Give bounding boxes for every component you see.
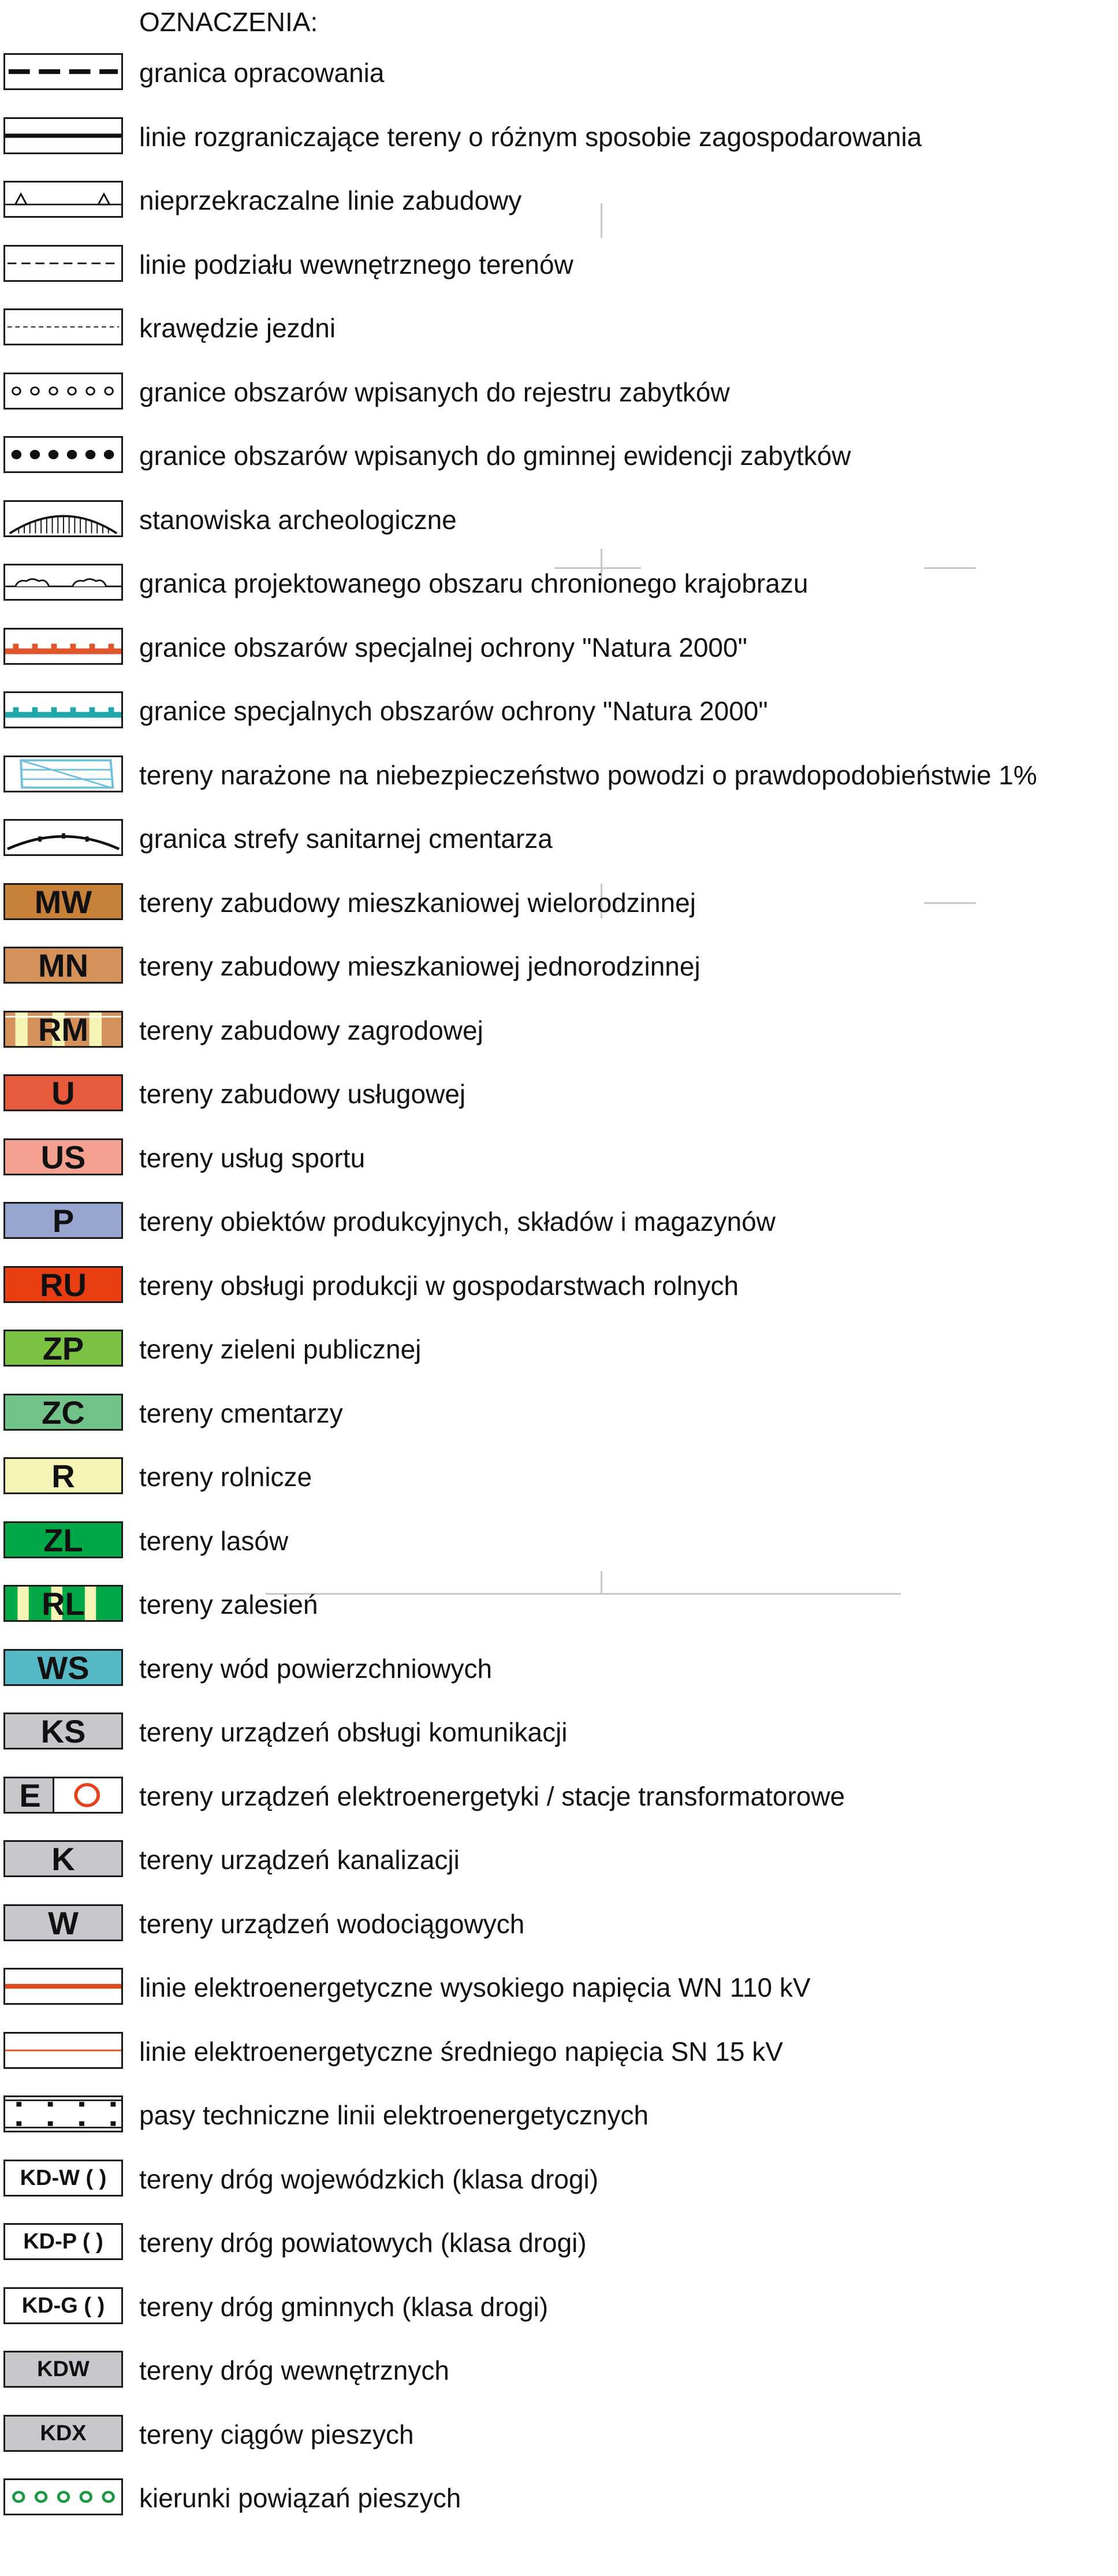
- legend-item: [0, 1892, 1118, 1956]
- legend-item: [0, 679, 1118, 743]
- legend-item: [0, 998, 1118, 1063]
- dot-marker: [67, 450, 77, 459]
- circle-marker: [81, 2492, 91, 2501]
- zone-code: KDW: [37, 2357, 90, 2381]
- legend-item: [0, 2019, 1118, 2084]
- legend-item: [0, 2402, 1118, 2467]
- legend-label: tereny zabudowy zagrodowej: [139, 1015, 483, 1045]
- legend-item: [0, 934, 1118, 999]
- legend-symbol: [3, 1904, 123, 1941]
- band-dot: [111, 2102, 116, 2106]
- zone-code: MW: [34, 883, 92, 920]
- legend-symbol: [3, 691, 123, 728]
- legend-label: tereny urządzeń obsługi komunikacji: [139, 1717, 568, 1747]
- zone-code: US: [40, 1138, 86, 1175]
- legend-symbol: [3, 308, 123, 345]
- legend-symbol: [3, 436, 123, 473]
- legend-symbol: [3, 500, 123, 537]
- band-dot: [111, 2121, 116, 2126]
- legend-title: OZNACZENIA:: [139, 7, 318, 37]
- symbol-svg: [5, 183, 121, 216]
- symbol-svg: [5, 374, 121, 408]
- dot-marker: [104, 450, 114, 459]
- legend-symbol: [3, 947, 123, 984]
- zone-code: R: [51, 1457, 75, 1494]
- legend-symbol: [3, 2095, 123, 2132]
- symbol-svg: [5, 119, 121, 152]
- legend-item: [0, 1827, 1118, 1892]
- legend-symbol: [3, 1266, 123, 1303]
- zone-code: ZP: [42, 1330, 84, 1367]
- legend-item: [0, 870, 1118, 935]
- zone-code: KDX: [40, 2421, 87, 2445]
- natura-tooth: [109, 643, 114, 649]
- legend-label: tereny obsługi produkcji w gospodarstwach rolnych: [139, 1271, 739, 1301]
- symbol-svg: [5, 247, 121, 280]
- legend-label: tereny zieleni publicznej: [139, 1334, 422, 1364]
- legend-symbol: [3, 2415, 123, 2452]
- triangle-marker: [15, 194, 26, 204]
- circle-marker: [50, 388, 58, 395]
- dot-marker: [49, 450, 58, 459]
- legend-item: [0, 360, 1118, 425]
- zone-code: ZL: [43, 1521, 83, 1558]
- symbol-svg: [5, 2034, 121, 2067]
- circle-marker: [105, 388, 113, 395]
- circle-marker: [68, 388, 76, 395]
- dot-marker: [30, 450, 40, 459]
- legend-symbol: [3, 2223, 123, 2260]
- legend-label: tereny zalesień: [139, 1589, 318, 1620]
- legend-item: [0, 1764, 1118, 1829]
- zone-code: KS: [40, 1713, 86, 1749]
- natura-tooth: [70, 643, 76, 649]
- zone-code: ZC: [42, 1394, 85, 1431]
- legend-label: granice obszarów wpisanych do gminnej ewidencji zabytków: [139, 441, 851, 471]
- legend-item: [0, 1572, 1118, 1637]
- legend-symbol: [3, 1713, 123, 1749]
- circle-marker: [87, 388, 95, 395]
- legend-symbol: [3, 1011, 123, 1048]
- symbol-svg: [5, 438, 121, 471]
- legend-label: tereny cmentarzy: [139, 1398, 343, 1428]
- legend-label: linie podziału wewnętrznego terenów: [139, 250, 573, 280]
- circle-marker: [36, 2492, 46, 2501]
- symbol-svg: [5, 630, 121, 663]
- flood-hatch: [21, 760, 110, 787]
- legend-symbol: [3, 181, 123, 218]
- legend-label: kierunki powiązań pieszych: [139, 2483, 461, 2513]
- band-dot: [48, 2102, 53, 2106]
- legend-label: pasy techniczne linii elektroenergetycznych: [139, 2100, 649, 2130]
- legend-item: [0, 1955, 1118, 2020]
- dot-marker: [12, 450, 21, 459]
- legend-label: nieprzekraczalne linie zabudowy: [139, 185, 522, 215]
- legend-symbol: [3, 1138, 123, 1175]
- natura-tooth: [90, 707, 95, 712]
- natura-band: [5, 712, 121, 718]
- zone-code: RL: [42, 1585, 85, 1622]
- legend-item: [0, 1126, 1118, 1190]
- legend-label: tereny dróg powiatowych (klasa drogi): [139, 2228, 587, 2258]
- zone-code: MN: [38, 947, 89, 984]
- legend-label: tereny dróg gminnych (klasa drogi): [139, 2292, 549, 2322]
- legend-symbol: [3, 2287, 123, 2324]
- band-dot: [16, 2102, 21, 2106]
- zone-code: E: [19, 1777, 41, 1814]
- natura-tooth: [32, 643, 38, 649]
- legend-item: [0, 1445, 1118, 1509]
- legend-symbol: [3, 245, 123, 282]
- symbol-svg: [5, 310, 121, 344]
- legend-item: [0, 615, 1118, 680]
- zone-code: RU: [40, 1266, 87, 1303]
- zone-code: KD-G ( ): [21, 2293, 105, 2318]
- legend-label: tereny zabudowy mieszkaniowej wielorodzinnej: [139, 888, 696, 918]
- legend-symbol: [3, 1394, 123, 1431]
- zone-code: K: [51, 1840, 75, 1877]
- legend-symbol: [3, 1074, 123, 1111]
- band-dot: [79, 2102, 84, 2106]
- legend-label: tereny urządzeń kanalizacji: [139, 1845, 460, 1875]
- symbol-svg: [5, 821, 121, 854]
- legend-item: [0, 1253, 1118, 1318]
- natura-tooth: [109, 707, 114, 712]
- legend-symbol: [3, 1840, 123, 1877]
- legend-symbol: [3, 1649, 123, 1686]
- legend-symbol: [3, 1457, 123, 1494]
- natura-band: [5, 649, 121, 654]
- cloud-marker: [15, 579, 49, 587]
- legend-symbol: [3, 1521, 123, 1558]
- legend-item: [0, 551, 1118, 616]
- legend-label: linie elektroenergetyczne średniego napięcia SN 15 kV: [139, 2037, 783, 2067]
- legend-item: [0, 2466, 1118, 2530]
- legend-symbol: [3, 755, 123, 792]
- zone-code: KD-P ( ): [23, 2229, 103, 2254]
- legend-item: [0, 1062, 1118, 1126]
- circle-marker: [14, 2492, 24, 2501]
- legend-item: [0, 168, 1118, 233]
- legend-item: [0, 2210, 1118, 2275]
- natura-tooth: [13, 707, 19, 712]
- legend-label: granica strefy sanitarnej cmentarza: [139, 824, 553, 854]
- legend-label: tereny urządzeń elektroenergetyki / stacje transformatorowe: [139, 1781, 845, 1811]
- legend-symbol: [3, 1202, 123, 1239]
- band-dot: [16, 2121, 21, 2126]
- legend-item: [0, 1317, 1118, 1382]
- legend-symbol: [3, 628, 123, 665]
- legend-label: granice specjalnych obszarów ochrony "Natura 2000": [139, 696, 768, 726]
- legend-label: tereny dróg wojewódzkich (klasa drogi): [139, 2164, 599, 2194]
- legend-item: [0, 232, 1118, 297]
- legend-label: tereny urządzeń wodociągowych: [139, 1909, 525, 1939]
- zone-code: P: [52, 1202, 74, 1239]
- natura-tooth: [90, 643, 95, 649]
- legend-label: linie rozgraniczające tereny o różnym sposobie zagospodarowania: [139, 122, 922, 152]
- legend-label: tereny zabudowy mieszkaniowej jednorodzinnej: [139, 951, 700, 981]
- circle-marker: [103, 2492, 113, 2501]
- symbol-svg: [5, 502, 121, 535]
- legend-symbol: [3, 117, 123, 154]
- legend-symbol: [3, 373, 123, 410]
- legend-label: tereny rolnicze: [139, 1462, 312, 1492]
- natura-tooth: [70, 707, 76, 712]
- legend-item: [0, 2275, 1118, 2339]
- legend-symbol: [3, 1777, 123, 1814]
- legend-label: tereny wód powierzchniowych: [139, 1654, 493, 1684]
- band-dot: [48, 2121, 53, 2126]
- symbol-svg: [5, 2097, 121, 2131]
- legend-item: [0, 1700, 1118, 1765]
- legend-label: granice obszarów wpisanych do rejestru zabytków: [139, 377, 730, 407]
- legend-symbol: [3, 1585, 123, 1622]
- legend-label: granica projektowanego obszaru chronionego krajobrazu: [139, 568, 808, 598]
- circle-marker: [31, 388, 39, 395]
- legend-item: [0, 1509, 1118, 1573]
- natura-tooth: [13, 643, 19, 649]
- legend-label: tereny lasów: [139, 1526, 289, 1556]
- legend-label: tereny narażone na niebezpieczeństwo powodzi o prawdopodobieństwie 1%: [139, 760, 1037, 790]
- symbol-svg: [5, 565, 121, 599]
- symbol-svg: [5, 2480, 121, 2514]
- legend-symbol: [3, 2032, 123, 2069]
- legend-item: [0, 1189, 1118, 1254]
- circle-marker: [13, 388, 21, 395]
- zone-code: W: [48, 1904, 79, 1941]
- cloud-marker: [73, 579, 106, 587]
- symbol-svg: [5, 757, 121, 791]
- legend-symbol: [3, 819, 123, 856]
- zone-code: U: [51, 1074, 75, 1111]
- legend-item: [0, 2338, 1118, 2403]
- zone-code: RM: [38, 1011, 89, 1048]
- legend-symbol: [3, 2478, 123, 2515]
- symbol-svg: [5, 1970, 121, 2003]
- band-dot: [79, 2121, 84, 2126]
- legend-symbol: [3, 564, 123, 601]
- legend-item: [0, 1636, 1118, 1701]
- legend-item: [0, 1381, 1118, 1446]
- legend-label: linie elektroenergetyczne wysokiego napięcia WN 110 kV: [139, 1972, 811, 2002]
- dot-marker: [85, 450, 95, 459]
- natura-tooth: [51, 707, 57, 712]
- circle-marker: [58, 2492, 68, 2501]
- legend-item: [0, 296, 1118, 360]
- legend-item: [0, 806, 1118, 871]
- zone-code: KD-W ( ): [20, 2165, 107, 2190]
- legend-label: tereny ciągów pieszych: [139, 2419, 414, 2450]
- natura-tooth: [32, 707, 38, 712]
- legend-label: tereny zabudowy usługowej: [139, 1079, 466, 1109]
- legend-item: [0, 105, 1118, 169]
- legend-symbol: [3, 2351, 123, 2388]
- zone-code: WS: [37, 1649, 90, 1686]
- symbol-svg: [5, 693, 121, 727]
- legend-symbol: [3, 1330, 123, 1367]
- legend-item: [0, 40, 1118, 105]
- legend-label: granica opracowania: [139, 58, 385, 88]
- legend-label: tereny dróg wewnętrznych: [139, 2355, 449, 2385]
- natura-tooth: [51, 643, 57, 649]
- legend-symbol: [3, 883, 123, 920]
- legend-label: krawędzie jezdni: [139, 313, 336, 343]
- triangle-marker: [98, 194, 109, 204]
- legend-label: tereny obiektów produkcyjnych, składów i magazynów: [139, 1207, 776, 1237]
- legend-item: [0, 487, 1118, 552]
- legend-label: granice obszarów specjalnej ochrony "Natura 2000": [139, 632, 747, 662]
- legend-symbol: [3, 1968, 123, 2005]
- legend-item: [0, 743, 1118, 807]
- legend-symbol: [3, 53, 123, 90]
- legend-item: [0, 2083, 1118, 2147]
- legend-item: [0, 423, 1118, 488]
- legend-label: tereny usług sportu: [139, 1143, 366, 1173]
- legend-symbol: [3, 2160, 123, 2197]
- legend-item: [0, 2147, 1118, 2212]
- legend-label: stanowiska archeologiczne: [139, 505, 457, 535]
- symbol-svg: [5, 55, 121, 88]
